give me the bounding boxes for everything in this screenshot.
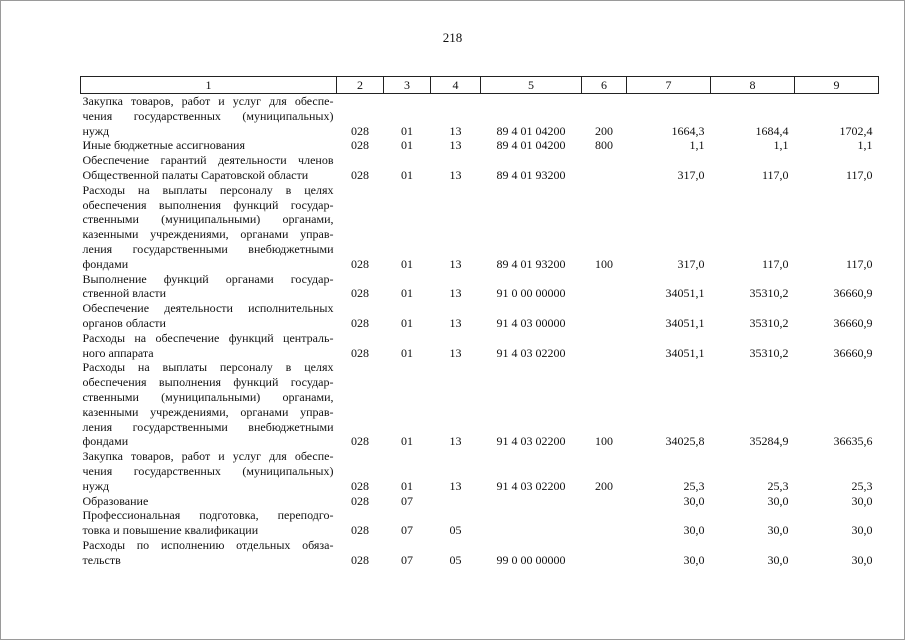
description-line: ственной власти bbox=[82, 286, 167, 301]
expense-type-code: 800 bbox=[595, 138, 613, 153]
table-row bbox=[81, 331, 879, 361]
table-row bbox=[81, 360, 879, 449]
subsection-code: 13 bbox=[449, 123, 462, 138]
description-line: ственными (муниципальными) органами, bbox=[82, 389, 334, 404]
section-code: 01 bbox=[401, 123, 413, 138]
row-description bbox=[81, 138, 337, 153]
amount-year-2: 35310,2 bbox=[749, 286, 789, 301]
table-row bbox=[81, 138, 879, 153]
page-number: 218 bbox=[442, 30, 463, 45]
department-code: 028 bbox=[351, 123, 369, 138]
target-article-code: 91 0 00 00000 bbox=[496, 286, 566, 301]
amount-year-3: 36660,9 bbox=[833, 315, 873, 330]
amount-year-1: 317,0 bbox=[677, 256, 705, 271]
target-article-code: 91 4 03 00000 bbox=[496, 315, 566, 330]
expense-type-code: 100 bbox=[595, 434, 613, 449]
description-line: Расходы на выплаты персоналу в целях bbox=[82, 360, 334, 375]
expense-type-code bbox=[582, 272, 627, 302]
amount-year-1: 25,3 bbox=[683, 478, 705, 493]
row-description bbox=[81, 301, 337, 331]
department-code: 028 bbox=[351, 345, 369, 360]
subsection-code: 13 bbox=[449, 256, 462, 271]
section-code: 07 bbox=[401, 552, 413, 567]
description-line: Выполнение функций органами государ- bbox=[82, 271, 334, 286]
department-code: 028 bbox=[351, 552, 369, 567]
table-row bbox=[81, 183, 879, 272]
table-row bbox=[81, 94, 879, 139]
expense-type-code bbox=[582, 331, 627, 361]
amount-year-3: 36660,9 bbox=[833, 286, 873, 301]
header-cell: 6 bbox=[582, 77, 627, 94]
amount-year-2: 35310,2 bbox=[749, 345, 789, 360]
section-code: 07 bbox=[401, 523, 413, 538]
subsection-code: 05 bbox=[449, 523, 462, 538]
department-code: 028 bbox=[351, 315, 369, 330]
row-description bbox=[81, 183, 337, 272]
section-code: 01 bbox=[401, 478, 413, 493]
subsection-code: 13 bbox=[449, 315, 462, 330]
target-article-code: 99 0 00 00000 bbox=[496, 552, 566, 567]
table-row bbox=[81, 272, 879, 302]
amount-year-3: 36660,9 bbox=[833, 345, 873, 360]
amount-year-1: 34051,1 bbox=[665, 315, 705, 330]
header-cell: 1 bbox=[81, 77, 337, 94]
description-line: фондами bbox=[82, 256, 129, 271]
section-code: 07 bbox=[401, 493, 413, 508]
row-description bbox=[81, 538, 337, 568]
description-line: Расходы на выплаты персоналу в целях bbox=[82, 182, 334, 197]
department-code: 028 bbox=[351, 167, 369, 182]
amount-year-3: 30,0 bbox=[851, 552, 873, 567]
department-code: 028 bbox=[351, 478, 369, 493]
subsection-code: 05 bbox=[449, 552, 462, 567]
expense-type-code: 100 bbox=[595, 256, 613, 271]
header-row bbox=[81, 77, 879, 94]
expense-type-code bbox=[582, 538, 627, 568]
section-code: 01 bbox=[401, 315, 413, 330]
description-line: ного аппарата bbox=[82, 345, 154, 360]
description-line: Расходы на обеспечение функций централь- bbox=[82, 330, 334, 345]
amount-year-1: 1664,3 bbox=[671, 123, 705, 138]
row-description bbox=[81, 449, 337, 493]
subsection-code: 13 bbox=[449, 286, 462, 301]
subsection-code: 13 bbox=[449, 478, 462, 493]
amount-year-2: 117,0 bbox=[761, 167, 789, 182]
amount-year-2: 35284,9 bbox=[749, 434, 789, 449]
row-description bbox=[81, 360, 337, 449]
description-line: Иные бюджетные ассигнования bbox=[82, 138, 245, 153]
section-code: 01 bbox=[401, 286, 413, 301]
amount-year-1: 34051,1 bbox=[665, 286, 705, 301]
description-line: Общественной палаты Саратовской области bbox=[82, 167, 309, 182]
row-description bbox=[81, 272, 337, 302]
description-line: нужд bbox=[82, 123, 110, 138]
table-row bbox=[81, 301, 879, 331]
amount-year-1: 30,0 bbox=[683, 493, 705, 508]
amount-year-1: 30,0 bbox=[683, 523, 705, 538]
amount-year-3: 1702,4 bbox=[839, 123, 873, 138]
row-description bbox=[81, 508, 337, 538]
description-line: Профессиональная подготовка, переподго- bbox=[82, 508, 334, 523]
section-code: 01 bbox=[401, 434, 413, 449]
amount-year-3: 117,0 bbox=[845, 167, 873, 182]
description-line: чения государственных (муниципальных) bbox=[82, 108, 334, 123]
table-row bbox=[81, 449, 879, 493]
amount-year-2: 35310,2 bbox=[749, 315, 789, 330]
description-line: фондами bbox=[82, 434, 129, 449]
description-line: товка и повышение квалификации bbox=[82, 523, 259, 538]
description-line: обеспечения выполнения функций государ- bbox=[82, 375, 334, 390]
department-code: 028 bbox=[351, 434, 369, 449]
subsection-code: 13 bbox=[449, 434, 462, 449]
row-description bbox=[81, 494, 337, 509]
description-line: органов области bbox=[82, 315, 166, 330]
table-row bbox=[81, 494, 879, 509]
description-line: обеспечения выполнения функций государ- bbox=[82, 197, 334, 212]
description-line: нужд bbox=[82, 478, 110, 493]
target-article-code: 91 4 03 02200 bbox=[496, 434, 566, 449]
subsection-code: 13 bbox=[449, 345, 462, 360]
target-article-code: 89 4 01 93200 bbox=[496, 256, 566, 271]
budget-table bbox=[80, 76, 879, 568]
description-line: ственными (муниципальными) органами, bbox=[82, 212, 334, 227]
expense-type-code bbox=[582, 508, 627, 538]
row-description bbox=[81, 153, 337, 183]
amount-year-1: 317,0 bbox=[677, 167, 705, 182]
amount-year-2: 1684,4 bbox=[755, 123, 789, 138]
amount-year-2: 117,0 bbox=[761, 256, 789, 271]
amount-year-2: 30,0 bbox=[767, 523, 789, 538]
header-cell: 5 bbox=[481, 77, 582, 94]
target-article-code: 91 4 03 02200 bbox=[496, 478, 566, 493]
section-code: 01 bbox=[401, 167, 413, 182]
description-line: Закупка товаров, работ и услуг для обеспе- bbox=[82, 94, 334, 108]
section-code: 01 bbox=[401, 256, 413, 271]
description-line: ления государственными внебюджетными bbox=[82, 241, 334, 256]
amount-year-3: 30,0 bbox=[851, 493, 873, 508]
description-line: тельств bbox=[82, 552, 121, 567]
row-description bbox=[81, 94, 337, 139]
header-cell: 9 bbox=[795, 77, 879, 94]
table-row bbox=[81, 508, 879, 538]
amount-year-2: 30,0 bbox=[767, 493, 789, 508]
header-cell: 8 bbox=[711, 77, 795, 94]
description-line: казенными учреждениями, органами управ- bbox=[82, 404, 334, 419]
amount-year-1: 34051,1 bbox=[665, 345, 705, 360]
department-code: 028 bbox=[351, 523, 369, 538]
section-code: 01 bbox=[401, 138, 413, 153]
description-line: Расходы по исполнению отдельных обяза- bbox=[82, 537, 334, 552]
department-code: 028 bbox=[351, 493, 369, 508]
description-line: ления государственными внебюджетными bbox=[82, 419, 334, 434]
amount-year-3: 1,1 bbox=[857, 138, 873, 153]
amount-year-2: 25,3 bbox=[767, 478, 789, 493]
expense-type-code bbox=[582, 494, 627, 509]
department-code: 028 bbox=[351, 256, 369, 271]
amount-year-3: 117,0 bbox=[845, 256, 873, 271]
header-cell: 7 bbox=[627, 77, 711, 94]
target-article-code: 89 4 01 04200 bbox=[496, 123, 566, 138]
header-cell: 4 bbox=[431, 77, 481, 94]
subsection-code bbox=[431, 494, 481, 509]
row-description bbox=[81, 331, 337, 361]
subsection-code: 13 bbox=[449, 138, 462, 153]
amount-year-2: 30,0 bbox=[767, 552, 789, 567]
target-article-code: 89 4 01 93200 bbox=[496, 167, 566, 182]
expense-type-code: 200 bbox=[595, 123, 613, 138]
amount-year-3: 30,0 bbox=[851, 523, 873, 538]
description-line: казенными учреждениями, органами управ- bbox=[82, 227, 334, 242]
table-row bbox=[81, 153, 879, 183]
header-cell: 2 bbox=[337, 77, 384, 94]
amount-year-1: 1,1 bbox=[689, 138, 705, 153]
description-line: Образование bbox=[82, 493, 149, 508]
amount-year-3: 36635,6 bbox=[833, 434, 873, 449]
table-body bbox=[81, 94, 879, 568]
department-code: 028 bbox=[351, 286, 369, 301]
description-line: Обеспечение деятельности исполнительных bbox=[82, 301, 334, 316]
target-article-code: 91 4 03 02200 bbox=[496, 345, 566, 360]
expense-type-code bbox=[582, 301, 627, 331]
amount-year-2: 1,1 bbox=[773, 138, 789, 153]
section-code: 01 bbox=[401, 345, 413, 360]
header-cell: 3 bbox=[384, 77, 431, 94]
amount-year-3: 25,3 bbox=[851, 478, 873, 493]
target-article-code bbox=[481, 494, 582, 509]
description-line: Обеспечение гарантий деятельности членов bbox=[82, 153, 334, 168]
department-code: 028 bbox=[351, 138, 369, 153]
expense-type-code bbox=[582, 153, 627, 183]
target-article-code: 89 4 01 04200 bbox=[496, 138, 566, 153]
amount-year-1: 34025,8 bbox=[665, 434, 705, 449]
expense-type-code: 200 bbox=[595, 478, 613, 493]
table-row bbox=[81, 538, 879, 568]
amount-year-1: 30,0 bbox=[683, 552, 705, 567]
subsection-code: 13 bbox=[449, 167, 462, 182]
target-article-code bbox=[481, 508, 582, 538]
description-line: Закупка товаров, работ и услуг для обеспе- bbox=[82, 449, 334, 464]
description-line: чения государственных (муниципальных) bbox=[82, 463, 334, 478]
